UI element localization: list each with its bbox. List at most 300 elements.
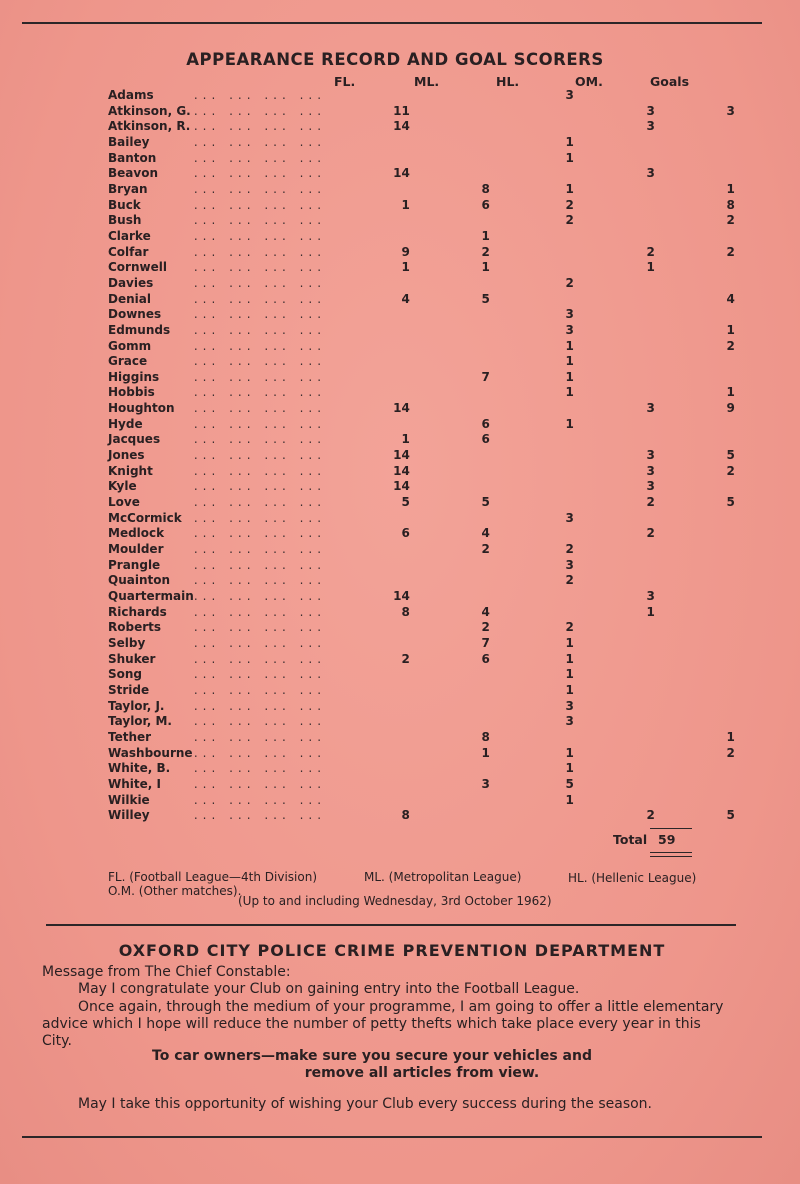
player-name: White, B. — [108, 761, 171, 776]
cell-ml — [410, 699, 490, 715]
cell-om: 2 — [646, 244, 655, 259]
cell-fl: 9 — [401, 244, 410, 259]
leader-dots: ... ... ... ... — [193, 698, 327, 713]
cell-goals: 2 — [726, 463, 735, 478]
record-title: APPEARANCE RECORD AND GOAL SCORERS — [186, 50, 604, 69]
cell-hl: 3 — [565, 698, 574, 713]
cell-om — [574, 667, 655, 683]
table-row — [108, 793, 735, 809]
leader-dots: ... ... ... ... — [193, 369, 327, 384]
cell-fl — [340, 151, 410, 167]
leader-dots: ... ... ... ... — [193, 729, 327, 744]
leader-dots: ... ... ... ... — [193, 228, 327, 243]
cell-fl — [340, 542, 410, 558]
player-name: Bush — [108, 213, 142, 228]
cell-ml: 6 — [481, 651, 490, 666]
player-name: White, I — [108, 776, 161, 791]
table-row — [108, 479, 735, 495]
cell-ml: 5 — [481, 495, 490, 510]
table-row — [108, 636, 735, 652]
cell-goals — [655, 88, 735, 104]
cell-hl: 1 — [565, 150, 574, 165]
total-rule-bottom-1 — [650, 852, 692, 853]
cell-om — [574, 511, 655, 527]
header-fl: FL. — [334, 74, 356, 89]
cell-om: 3 — [646, 103, 655, 118]
cell-hl — [490, 730, 574, 746]
player-name: Clarke — [108, 228, 151, 243]
cell-fl — [340, 558, 410, 574]
player-name: Jacques — [108, 432, 161, 447]
cell-ml — [410, 339, 490, 355]
table-row — [108, 589, 735, 605]
table-row — [108, 245, 735, 261]
player-name: Quainton — [108, 573, 171, 588]
table-row — [108, 417, 735, 433]
table-row — [108, 432, 735, 448]
cell-hl — [490, 104, 574, 120]
cell-om: 3 — [646, 463, 655, 478]
table-row — [108, 104, 735, 120]
cell-hl — [490, 401, 574, 417]
table-row — [108, 260, 735, 276]
player-name: Tether — [108, 729, 152, 744]
cell-goals: 1 — [726, 385, 735, 400]
cell-hl — [490, 432, 574, 448]
leader-dots: ... ... ... ... — [193, 682, 327, 697]
cell-ml — [410, 213, 490, 229]
cell-om — [574, 573, 655, 589]
cell-goals — [655, 636, 735, 652]
header-om: OM. — [575, 74, 603, 89]
player-name: McCormick — [108, 510, 182, 525]
leader-dots: ... ... ... ... — [193, 385, 327, 400]
leader-dots: ... ... ... ... — [193, 88, 327, 102]
cell-hl — [490, 464, 574, 480]
cell-ml — [410, 401, 490, 417]
cell-hl: 1 — [565, 134, 574, 149]
leader-dots: ... ... ... ... — [193, 338, 327, 353]
cell-fl — [340, 370, 410, 386]
cell-goals — [655, 151, 735, 167]
cell-ml: 1 — [481, 228, 490, 243]
player-name: Denial — [108, 291, 151, 306]
middle-rule — [46, 924, 736, 926]
leader-dots: ... ... ... ... — [193, 463, 327, 478]
cell-ml — [410, 573, 490, 589]
cell-hl: 3 — [565, 510, 574, 525]
cell-om — [574, 323, 655, 339]
table-row — [108, 323, 735, 339]
header-goals: Goals — [650, 74, 690, 89]
table-row — [108, 808, 735, 824]
player-name: Roberts — [108, 620, 162, 635]
message-p1: May I congratulate your Club on gaining entry into the Football League. — [78, 981, 580, 997]
cell-fl: 14 — [393, 479, 410, 494]
leader-dots: ... ... ... ... — [193, 260, 327, 275]
cell-ml: 7 — [481, 369, 490, 384]
player-name: Medlock — [108, 526, 165, 541]
cell-goals: 8 — [726, 197, 735, 212]
player-name: Richards — [108, 604, 167, 619]
cell-hl: 1 — [565, 651, 574, 666]
legend-date: (Up to and including Wednesday, 3rd October 1962) — [238, 894, 552, 908]
leader-dots: ... ... ... ... — [193, 354, 327, 369]
player-name: Higgins — [108, 369, 160, 384]
cell-goals — [655, 119, 735, 135]
closing-message: May I take this opportunity of wishing your Club every success during the season. — [78, 1096, 652, 1112]
cell-hl: 3 — [565, 307, 574, 322]
cell-goals — [655, 511, 735, 527]
leader-dots: ... ... ... ... — [193, 307, 327, 322]
advice-line2: remove all articles from view. — [304, 1065, 540, 1081]
cell-ml — [410, 307, 490, 323]
cell-hl: 3 — [565, 322, 574, 337]
player-name: Quartermain — [108, 589, 194, 603]
leader-dots: ... ... ... ... — [193, 526, 327, 541]
cell-fl — [340, 354, 410, 370]
leader-dots: ... ... ... ... — [193, 714, 327, 729]
table-row — [108, 495, 735, 511]
player-name: Jones — [108, 448, 145, 463]
cell-ml — [410, 104, 490, 120]
cell-om — [574, 699, 655, 715]
cell-goals — [655, 417, 735, 433]
table-row — [108, 151, 735, 167]
cell-hl — [490, 245, 574, 261]
cell-om — [574, 746, 655, 762]
cell-goals: 2 — [726, 745, 735, 760]
cell-ml: 8 — [481, 181, 490, 196]
cell-om — [574, 542, 655, 558]
leader-dots: ... ... ... ... — [193, 635, 327, 650]
cell-goals: 9 — [726, 401, 735, 416]
cell-om: 2 — [646, 808, 655, 823]
cell-goals: 4 — [726, 291, 735, 306]
player-name: Cornwell — [108, 260, 167, 275]
cell-om — [574, 182, 655, 198]
cell-goals: 1 — [726, 729, 735, 744]
player-name: Atkinson, G. — [108, 103, 191, 118]
cell-om — [574, 417, 655, 433]
cell-ml: 4 — [481, 526, 490, 541]
player-name: Beavon — [108, 166, 158, 181]
table-row — [108, 370, 735, 386]
leader-dots: ... ... ... ... — [193, 401, 327, 416]
total-label: Total — [613, 832, 648, 847]
player-name: Banton — [108, 150, 157, 165]
cell-goals: 2 — [726, 213, 735, 228]
table-row — [108, 542, 735, 558]
cell-om — [574, 88, 655, 104]
table-row — [108, 401, 735, 417]
cell-hl: 3 — [565, 714, 574, 729]
cell-om — [574, 339, 655, 355]
cell-hl — [490, 119, 574, 135]
player-name: Taylor, J. — [108, 698, 165, 713]
cell-goals — [655, 260, 735, 276]
cell-goals — [655, 620, 735, 636]
cell-goals: 5 — [726, 808, 735, 823]
player-name: Willey — [108, 808, 150, 823]
cell-goals: 5 — [726, 495, 735, 510]
cell-ml: 7 — [481, 635, 490, 650]
table-row — [108, 558, 735, 574]
cell-ml: 2 — [481, 542, 490, 557]
cell-om — [574, 198, 655, 214]
table-row — [108, 699, 735, 715]
cell-fl — [340, 135, 410, 151]
cell-hl: 1 — [565, 369, 574, 384]
cell-hl — [490, 229, 574, 245]
cell-om — [574, 229, 655, 245]
leader-dots: ... ... ... ... — [193, 103, 327, 118]
table-row — [108, 354, 735, 370]
leader-dots: ... ... ... ... — [193, 589, 327, 603]
cell-goals — [655, 793, 735, 809]
cell-om — [574, 354, 655, 370]
player-name: Bailey — [108, 134, 150, 149]
cell-hl — [490, 292, 574, 308]
leader-dots: ... ... ... ... — [193, 557, 327, 572]
cell-fl: 14 — [393, 119, 410, 134]
player-name: Stride — [108, 682, 150, 697]
legend-om: O.M. (Other matches). — [108, 884, 242, 898]
table-row — [108, 777, 735, 793]
cell-goals — [655, 699, 735, 715]
cell-goals — [655, 370, 735, 386]
player-name: Atkinson, R. — [108, 119, 191, 134]
table-row — [108, 339, 735, 355]
cell-fl — [340, 417, 410, 433]
player-name: Love — [108, 495, 140, 510]
table-row — [108, 526, 735, 542]
cell-hl — [490, 589, 574, 605]
cell-fl — [340, 88, 410, 104]
cell-goals — [655, 229, 735, 245]
legend-ml: ML. (Metropolitan League) — [364, 870, 522, 884]
appearance-table — [108, 88, 735, 824]
cell-om: 2 — [646, 495, 655, 510]
cell-om — [574, 432, 655, 448]
cell-ml — [410, 808, 490, 824]
player-name: Hyde — [108, 416, 143, 431]
message-p2-line1: Once again, through the medium of your programme, I am going to offer a little elementary — [78, 999, 724, 1015]
cell-om — [574, 276, 655, 292]
cell-ml: 6 — [481, 416, 490, 431]
player-name: Bryan — [108, 181, 148, 196]
cell-hl: 1 — [565, 761, 574, 776]
leader-dots: ... ... ... ... — [193, 416, 327, 431]
table-row — [108, 746, 735, 762]
player-name: Adams — [108, 88, 154, 102]
player-name: Kyle — [108, 479, 137, 494]
cell-ml: 2 — [481, 244, 490, 259]
cell-fl: 14 — [393, 166, 410, 181]
cell-ml — [410, 135, 490, 151]
cell-ml — [410, 276, 490, 292]
cell-hl — [490, 526, 574, 542]
table-row — [108, 620, 735, 636]
cell-ml: 6 — [481, 197, 490, 212]
cell-hl — [490, 260, 574, 276]
message-p2-line2: advice which I hope will reduce the number of petty thefts which take place every year in this — [42, 1016, 701, 1032]
cell-om — [574, 683, 655, 699]
table-row — [108, 166, 735, 182]
cell-hl: 1 — [565, 792, 574, 807]
cell-goals: 1 — [726, 322, 735, 337]
player-name: Wilkie — [108, 792, 150, 807]
leader-dots: ... ... ... ... — [193, 166, 327, 181]
cell-fl — [340, 307, 410, 323]
player-name: Washbourne — [108, 745, 193, 760]
leader-dots: ... ... ... ... — [193, 181, 327, 196]
legend-fl: FL. (Football League—4th Division) — [108, 870, 318, 884]
cell-goals — [655, 307, 735, 323]
cell-ml — [410, 793, 490, 809]
cell-fl: 14 — [393, 401, 410, 416]
cell-hl: 2 — [565, 573, 574, 588]
cell-fl: 1 — [401, 260, 410, 275]
cell-fl: 4 — [401, 291, 410, 306]
cell-fl — [340, 730, 410, 746]
leader-dots: ... ... ... ... — [193, 761, 327, 776]
leader-dots: ... ... ... ... — [193, 479, 327, 494]
table-row — [108, 683, 735, 699]
cell-fl — [340, 511, 410, 527]
cell-fl: 6 — [401, 526, 410, 541]
cell-om: 3 — [646, 119, 655, 134]
leader-dots: ... ... ... ... — [193, 275, 327, 290]
cell-hl: 1 — [565, 416, 574, 431]
cell-hl: 1 — [565, 181, 574, 196]
table-row — [108, 511, 735, 527]
cell-fl — [340, 323, 410, 339]
table-row — [108, 605, 735, 621]
table-row — [108, 307, 735, 323]
cell-goals — [655, 652, 735, 668]
cell-om — [574, 620, 655, 636]
cell-ml — [410, 166, 490, 182]
cell-hl: 2 — [565, 620, 574, 635]
cell-hl: 2 — [565, 197, 574, 212]
cell-ml — [410, 589, 490, 605]
table-row — [108, 119, 735, 135]
cell-fl — [340, 636, 410, 652]
cell-ml: 3 — [481, 776, 490, 791]
cell-goals — [655, 683, 735, 699]
leader-dots: ... ... ... ... — [193, 808, 327, 823]
cell-fl — [340, 667, 410, 683]
player-name: Houghton — [108, 401, 175, 416]
leader-dots: ... ... ... ... — [193, 573, 327, 588]
cell-om — [574, 558, 655, 574]
advice-line1: To car owners—make sure you secure your vehicles and — [152, 1048, 592, 1064]
cell-om — [574, 213, 655, 229]
header-ml: ML. — [414, 74, 440, 89]
player-name: Edmunds — [108, 322, 171, 337]
cell-hl — [490, 495, 574, 511]
cell-fl: 8 — [401, 604, 410, 619]
cell-fl — [340, 683, 410, 699]
cell-fl — [340, 339, 410, 355]
leader-dots: ... ... ... ... — [193, 745, 327, 760]
table-row — [108, 464, 735, 480]
cell-hl: 5 — [565, 776, 574, 791]
cell-ml — [410, 511, 490, 527]
cell-fl: 2 — [401, 651, 410, 666]
header-hl: HL. — [496, 74, 520, 89]
cell-hl: 1 — [565, 354, 574, 369]
leader-dots: ... ... ... ... — [193, 495, 327, 510]
leader-dots: ... ... ... ... — [193, 510, 327, 525]
top-rule — [22, 22, 762, 24]
cell-om — [574, 307, 655, 323]
cell-om: 1 — [646, 604, 655, 619]
cell-ml: 6 — [481, 432, 490, 447]
table-row — [108, 667, 735, 683]
cell-om: 2 — [646, 526, 655, 541]
leader-dots: ... ... ... ... — [193, 291, 327, 306]
table-row — [108, 198, 735, 214]
leader-dots: ... ... ... ... — [193, 651, 327, 666]
cell-ml — [410, 88, 490, 104]
cell-goals — [655, 573, 735, 589]
table-row — [108, 213, 735, 229]
cell-fl — [340, 620, 410, 636]
cell-fl — [340, 746, 410, 762]
cell-om: 3 — [646, 166, 655, 181]
leader-dots: ... ... ... ... — [193, 667, 327, 682]
cell-fl — [340, 714, 410, 730]
cell-fl: 5 — [401, 495, 410, 510]
cell-fl — [340, 229, 410, 245]
cell-fl — [340, 276, 410, 292]
cell-ml — [410, 354, 490, 370]
total-rule-top — [650, 828, 692, 829]
appearance-table-body — [108, 88, 735, 824]
cell-om: 1 — [646, 260, 655, 275]
cell-hl: 2 — [565, 275, 574, 290]
cell-ml — [410, 714, 490, 730]
cell-hl — [490, 448, 574, 464]
leader-dots: ... ... ... ... — [193, 792, 327, 807]
cell-goals — [655, 166, 735, 182]
total-value: 59 — [658, 832, 676, 847]
cell-hl — [490, 808, 574, 824]
leader-dots: ... ... ... ... — [193, 542, 327, 557]
player-name: Moulder — [108, 542, 164, 557]
cell-hl: 1 — [565, 635, 574, 650]
cell-goals — [655, 589, 735, 605]
cell-goals: 1 — [726, 181, 735, 196]
cell-goals: 5 — [726, 448, 735, 463]
cell-fl: 8 — [401, 808, 410, 823]
cell-ml: 1 — [481, 260, 490, 275]
table-row — [108, 182, 735, 198]
player-name: Selby — [108, 635, 146, 650]
leader-dots: ... ... ... ... — [193, 776, 327, 791]
crime-title: OXFORD CITY POLICE CRIME PREVENTION DEPARTMENT — [118, 941, 666, 960]
cell-hl — [490, 479, 574, 495]
cell-fl: 14 — [393, 463, 410, 478]
cell-goals — [655, 526, 735, 542]
cell-hl: 1 — [565, 338, 574, 353]
table-row — [108, 714, 735, 730]
table-row — [108, 385, 735, 401]
cell-hl: 2 — [565, 213, 574, 228]
cell-goals: 2 — [726, 244, 735, 259]
